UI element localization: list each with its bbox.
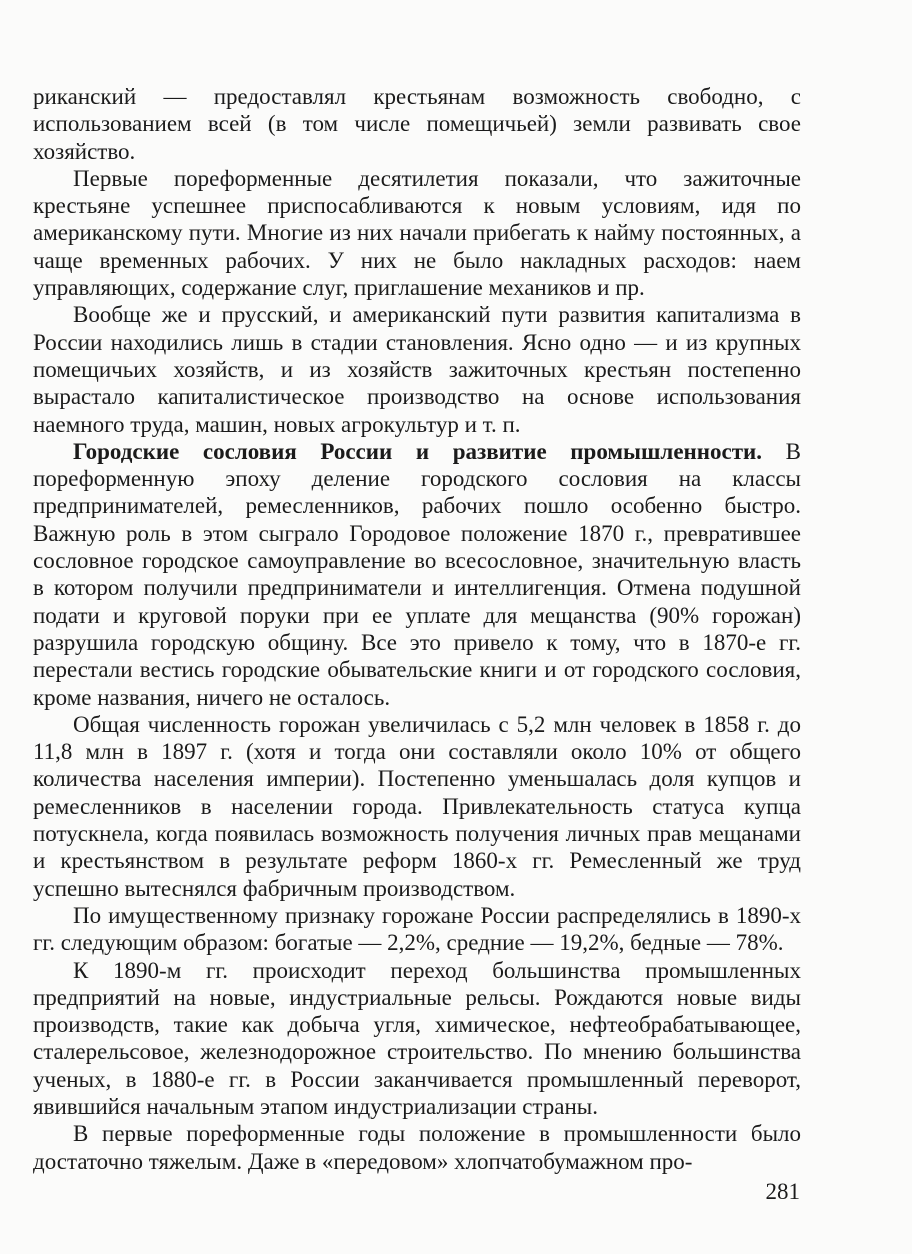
- paragraph-text: Общая численность горожан увеличилась с 5,2 млн человек в 1858 г. до 11,8 млн в 1897 г. (хотя и тогда они составляли около 10% от общего количества населения империи). Постепенно уменьшалась доля купцов и ремесленников в населении города. Привлекательность статуса купца потускнела, когда появилась возможность получения личных прав мещанами и крестьянством в результате реформ 1860-х гг. Ремесленный же труд успешно вытеснялся фабричным производством.: [33, 711, 801, 901]
- paragraph-text: К 1890-м гг. происходит переход большинства промышленных предприятий на новые, индустриальные рельсы. Рождаются новые виды производств, такие как добыча угля, химическое, нефтеобрабатывающее, сталерельсовое, железнодорожное строительство. По мнению большинства ученых, в 1880-е гг. в России заканчивается промышленный переворот, явившийся начальным этапом индустриализации страны.: [33, 957, 801, 1119]
- paragraph: [33, 711, 801, 902]
- paragraph-text: риканский — предоставлял крестьянам возможность свободно, с использованием всей (в том числе помещичьей) земли развивать свое хозяйство.: [33, 84, 801, 164]
- paragraph: [33, 301, 801, 437]
- paragraph: [33, 902, 801, 957]
- paragraph-text: В пореформенную эпоху деление городского сословия на классы предпринимателей, ремесленников, рабочих пошло особенно быстро. Важную роль в этом сыграло Городовое положение 1870 г., превратившее сословное городское самоуправление во всесословное, значительную власть в котором получили предприниматели и интеллигенция. Отмена подушной подати и круговой поруки при ее уплате для мещанства (90% горожан) разрушила городскую общину. Все это привело к тому, что в 1870-е гг. перестали вестись городские обывательские книги и от городского сословия, кроме названия, ничего не осталось.: [33, 438, 802, 710]
- paragraph: [33, 165, 801, 301]
- paragraph: [33, 1120, 801, 1175]
- paragraph-text: Вообще же и прусский, и американский пути развития капитализма в России находились лишь в стадии становления. Ясно одно — и из крупных помещичьих хозяйств, и из хозяйств зажиточных крестьян постепенно вырастало капиталистическое производство на основе использования наемного труда, машин, новых агрокультур и т. п.: [33, 302, 801, 437]
- paragraph-text: В первые пореформенные годы положение в промышленности было достаточно тяжелым. Даже в «передовом» хлопчатобумажном про-: [33, 1121, 801, 1174]
- paragraph: [33, 957, 801, 1121]
- body-text: [33, 83, 801, 1175]
- paragraph-text: Первые пореформенные десятилетия показали, что зажиточные крестьяне успешнее приспосабливаются к новым условиям, идя по американскому пути. Многие из них начали прибегать к найму постоянных, а чаще временных рабочих. У них не было накладных расходов: наем управляющих, содержание слуг, приглашение механиков и пр.: [33, 165, 801, 301]
- paragraph-continuation: [33, 83, 801, 165]
- paragraph-with-heading: [33, 438, 801, 711]
- page-number: 281: [765, 1179, 800, 1204]
- section-heading: Городские сословия России и развитие промышленности.: [73, 438, 763, 464]
- paragraph-text: По имущественному признаку горожане России распределялись в 1890-х гг. следующим образом: богатые — 2,2%, средние — 19,2%, бедные — 78%.: [33, 902, 801, 956]
